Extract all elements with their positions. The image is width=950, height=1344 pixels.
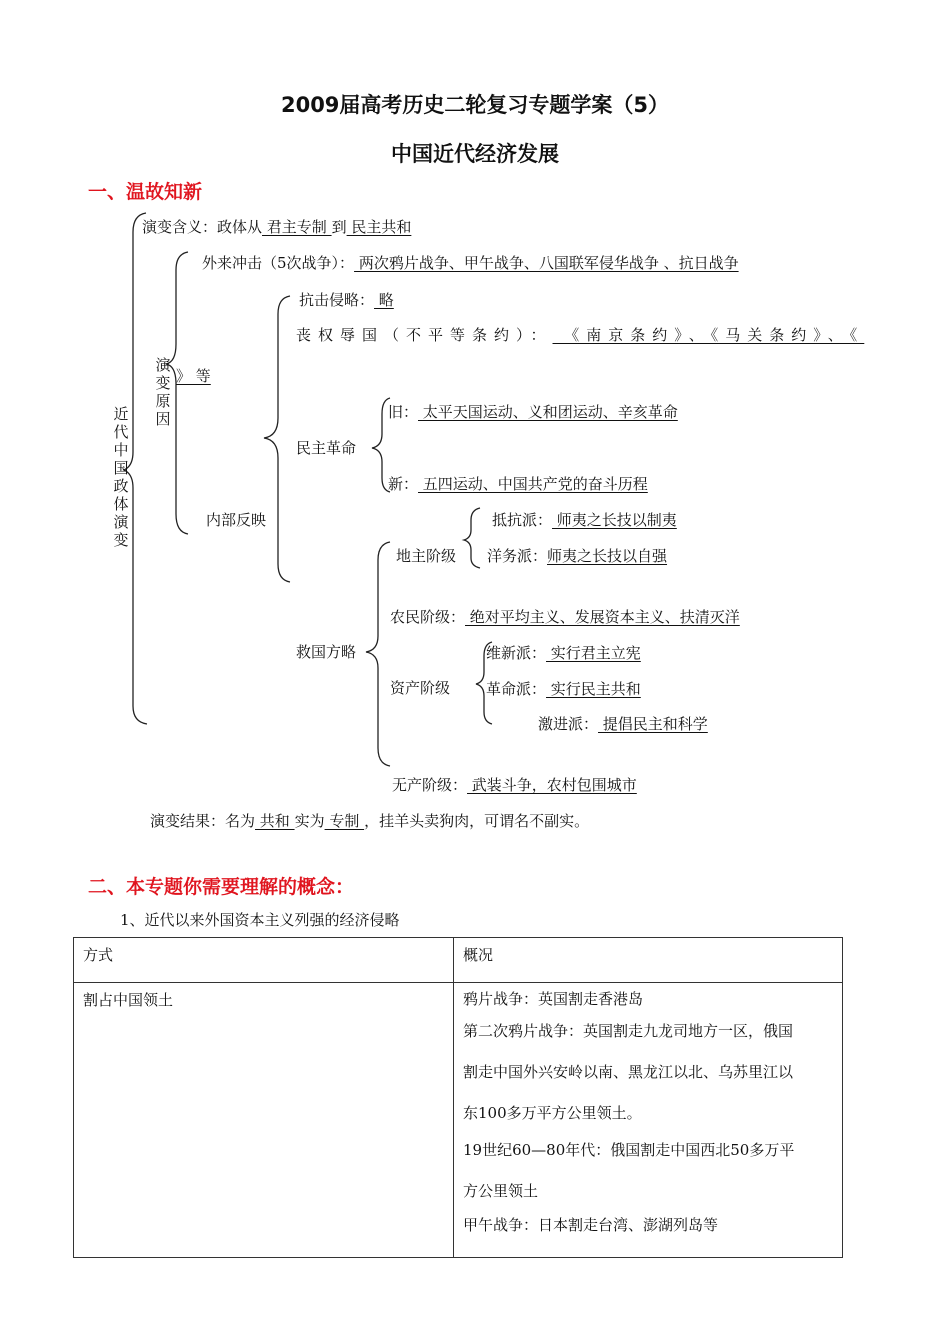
result-line (150, 811, 589, 831)
landlord-resist-value: 师夷之长技以制夷 (552, 511, 677, 529)
table-row (74, 983, 843, 1258)
democratic-new-value: 五四运动、中国共产党的奋斗历程 (418, 475, 648, 493)
proletariat-line (392, 775, 637, 795)
landlord-resist-label: 抵抗派： (492, 511, 553, 529)
detail-line: 甲午战争：日本割走台湾、澎湖列岛等 (463, 1216, 719, 1234)
resist-line (299, 290, 394, 310)
democratic-new-label: 新： (388, 475, 419, 493)
result-v1: 共和 (255, 812, 295, 830)
bourgeois-reform-value: 实行君主立宪 (546, 644, 641, 662)
internal-brace (264, 296, 290, 582)
unequal-value: 《南京条约》、《马关条约》、《 (552, 326, 865, 344)
detail-line: 割走中国外兴安岭以南、黑龙江以北、乌苏里江以 (463, 1063, 794, 1081)
meaning-from: 君主专制 (262, 218, 332, 236)
unequal-label: 丧权辱国（不平等条约）： (296, 326, 553, 344)
bourgeois-radical-label: 激进派： (538, 715, 599, 733)
bourgeois-revolution-line (486, 679, 641, 699)
external-label: 外来冲击（5次战争）： (202, 254, 355, 272)
resist-value: 略 (374, 291, 394, 309)
landlord-western-line (487, 546, 667, 566)
bourgeois-reform-line (486, 643, 641, 663)
detail-line: 19世纪60—80年代：俄国割走中国西北50多万平 (463, 1141, 795, 1159)
meaning-line (142, 217, 411, 237)
detail-line: 东100多万平方公里领土。 (463, 1104, 642, 1122)
bourgeois-label: 资产阶级 (390, 679, 451, 697)
democratic-label: 民主革命 (296, 439, 357, 457)
meaning-to: 民主共和 (346, 218, 412, 236)
document-title: 2009届高考历史二轮复习专题学案（5） (280, 93, 670, 117)
detail-line: 鸦片战争：英国割走香港岛 (463, 990, 644, 1008)
document-subtitle: 中国近代经济发展 (391, 142, 559, 166)
resist-label: 抗击侵略： (299, 291, 375, 309)
table-cell-way: 割占中国领土 (74, 983, 454, 1258)
table-cell-details (454, 983, 843, 1258)
peasant-label: 农民阶级： (390, 608, 466, 626)
bourgeois-revolution-label: 革命派： (486, 680, 547, 698)
detail-line: 方公里领土 (463, 1182, 539, 1200)
bourgeois-revolution-value: 实行民主共和 (546, 680, 641, 698)
result-p1: 演变结果：名为 (150, 812, 256, 830)
result-v2: 专制 (324, 812, 365, 830)
external-line (202, 253, 739, 273)
peasant-line (390, 607, 740, 627)
bourgeois-reform-label: 维新派： (486, 644, 547, 662)
unequal-line (296, 325, 864, 345)
landlord-brace (464, 508, 480, 568)
result-p3: ，挂羊头卖狗肉，可谓名不副实。 (364, 812, 590, 830)
proletariat-value: 武装斗争，农村包围城市 (467, 776, 637, 794)
democratic-old-label: 旧： (388, 403, 419, 421)
result-p2: 实为 (294, 812, 325, 830)
landlord-western-label: 洋务派： (487, 547, 548, 565)
subheading: 1、近代以来外国资本主义列强的经济侵略 (120, 911, 400, 929)
internal-label: 内部反映 (206, 511, 267, 529)
landlord-resist-line (492, 510, 677, 530)
salvation-label: 救国方略 (296, 643, 357, 661)
root-vertical-label: 近代中国政体演变 (113, 405, 129, 549)
democratic-old-line (388, 402, 678, 422)
meaning-prefix: 演变含义：政体从 (142, 218, 263, 236)
landlord-western-value: 师夷之长技以自强 (547, 547, 668, 565)
bourgeois-radical-line (538, 714, 708, 734)
unequal-continued: 》 等 (176, 367, 211, 385)
section-heading-2: 二、本专题你需要理解的概念： (88, 876, 355, 898)
external-value: 两次鸦片战争、甲午战争、八国联军侵华战争 、抗日战争 (354, 254, 739, 272)
proletariat-label: 无产阶级： (392, 776, 468, 794)
table-header-cell: 方式 (74, 938, 454, 983)
democratic-old-value: 太平天国运动、义和团运动、辛亥革命 (418, 403, 678, 421)
democratic-new-line (388, 474, 648, 494)
bourgeois-radical-value: 提倡民主和科学 (598, 715, 708, 733)
salvation-brace (366, 542, 390, 766)
cause-vertical-label: 演变原因 (155, 356, 171, 428)
section-heading-1: 一、温故知新 (88, 181, 203, 203)
detail-line: 第二次鸦片战争：英国割走九龙司地方一区，俄国 (463, 1022, 794, 1040)
economic-aggression-table (73, 937, 843, 1258)
table-header-cell: 概况 (454, 938, 843, 983)
meaning-mid: 到 (331, 218, 347, 236)
peasant-value: 绝对平均主义、发展资本主义、扶清灭洋 (465, 608, 740, 626)
landlord-label: 地主阶级 (396, 547, 457, 565)
table-header-row (74, 938, 843, 983)
